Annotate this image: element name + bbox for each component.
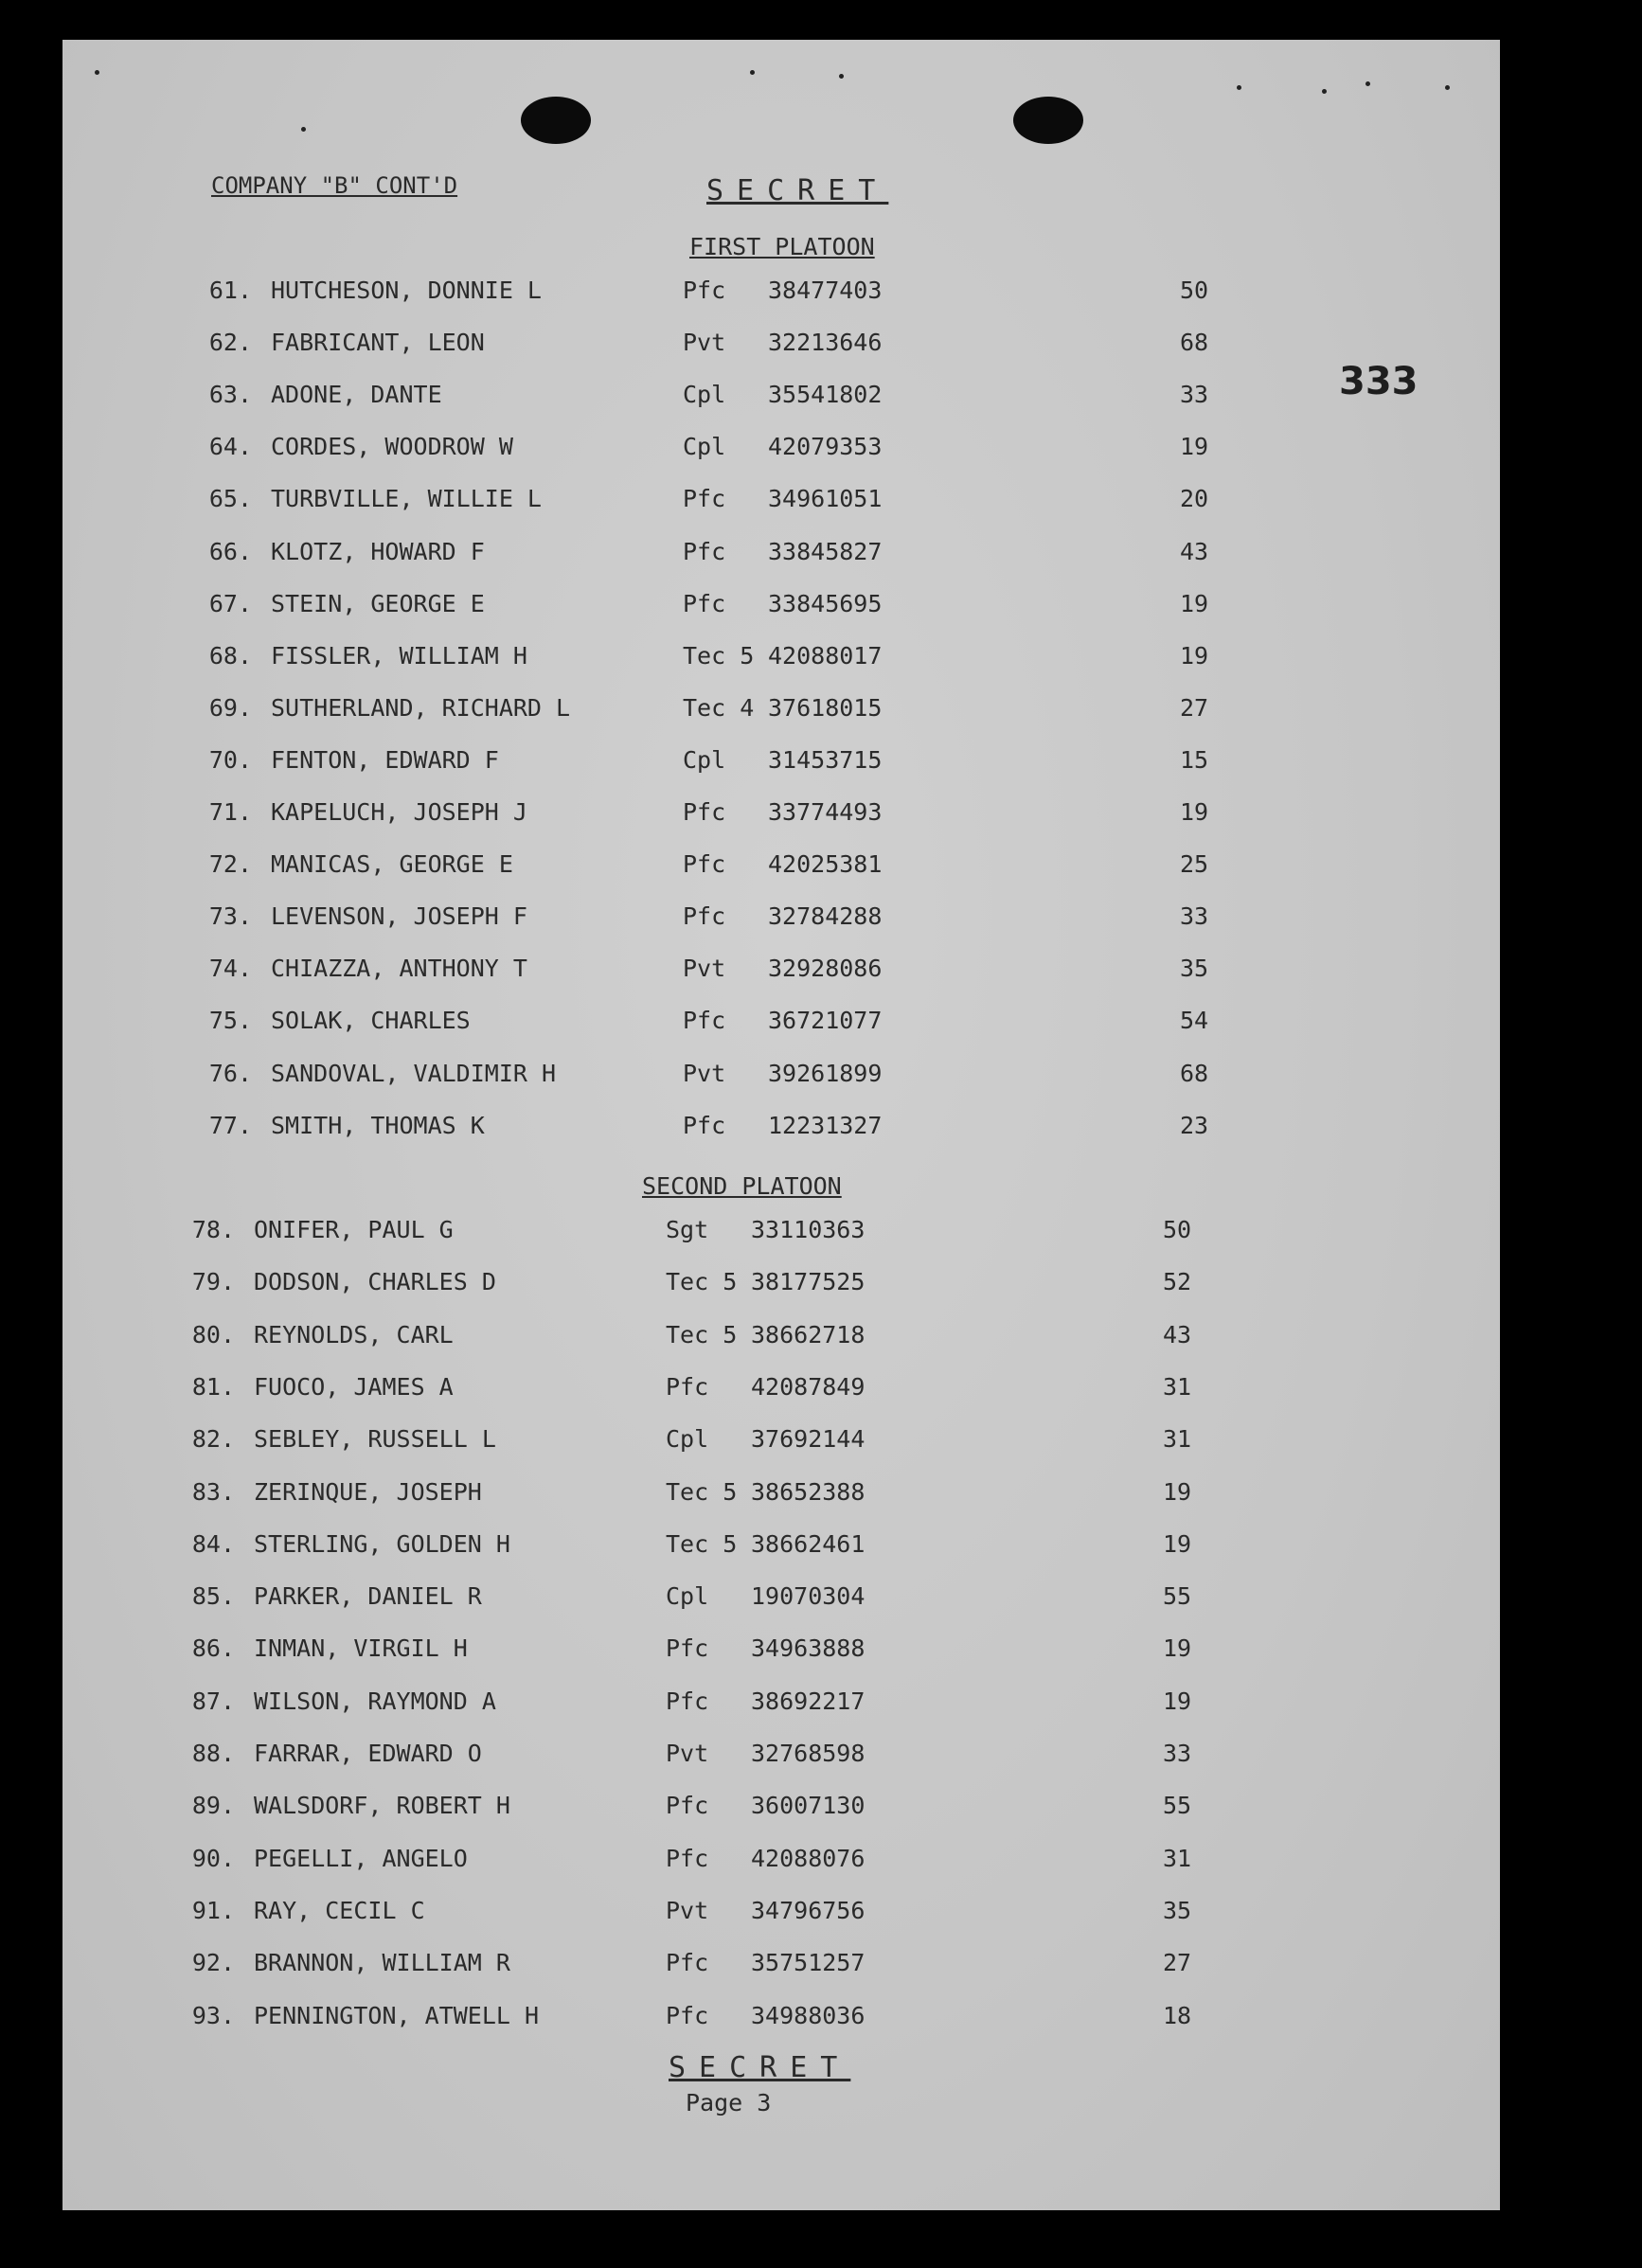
soldier-name: STEIN, GEORGE E — [271, 590, 485, 617]
score-value: 19 — [1163, 1530, 1192, 1558]
soldier-rank: Sgt — [666, 1216, 709, 1243]
serial-number: 34961051 — [768, 485, 883, 512]
soldier-name: FABRICANT, LEON — [271, 329, 485, 356]
serial-number: 38692217 — [751, 1688, 866, 1715]
score-value: 19 — [1180, 433, 1209, 460]
soldier-rank: Tec 4 — [683, 694, 755, 722]
paper-speck — [1237, 85, 1241, 90]
roster-number: 68. — [208, 642, 252, 670]
soldier-name: MANICAS, GEORGE E — [271, 850, 513, 878]
soldier-rank: Tec 5 — [666, 1478, 738, 1506]
paper-speck — [1445, 85, 1450, 90]
soldier-name: ONIFER, PAUL G — [254, 1216, 454, 1243]
roster-number: 62. — [208, 329, 252, 356]
soldier-name: INMAN, VIRGIL H — [254, 1634, 468, 1662]
roster-number: 80. — [191, 1321, 235, 1348]
score-value: 55 — [1163, 1582, 1192, 1610]
punch-hole-left — [521, 97, 591, 144]
soldier-rank: Cpl — [683, 746, 726, 774]
roster-number: 76. — [208, 1060, 252, 1087]
roster-number: 66. — [208, 538, 252, 565]
serial-number: 36007130 — [751, 1792, 866, 1819]
serial-number: 32784288 — [768, 902, 883, 930]
serial-number: 37618015 — [768, 694, 883, 722]
roster-number: 84. — [191, 1530, 235, 1558]
soldier-name: SEBLEY, RUSSELL L — [254, 1425, 496, 1453]
section-title-first-platoon: FIRST PLATOON — [689, 233, 875, 260]
score-value: 27 — [1163, 1949, 1192, 1976]
score-value: 19 — [1163, 1478, 1192, 1506]
soldier-rank: Pfc — [683, 1112, 726, 1139]
soldier-name: CHIAZZA, ANTHONY T — [271, 955, 527, 982]
soldier-rank: Pvt — [683, 1060, 726, 1087]
score-value: 27 — [1180, 694, 1209, 722]
serial-number: 38662718 — [751, 1321, 866, 1348]
roster-number: 82. — [191, 1425, 235, 1453]
serial-number: 34963888 — [751, 1634, 866, 1662]
soldier-name: REYNOLDS, CARL — [254, 1321, 454, 1348]
score-value: 35 — [1163, 1897, 1192, 1924]
serial-number: 32768598 — [751, 1740, 866, 1767]
soldier-name: CORDES, WOODROW W — [271, 433, 513, 460]
soldier-rank: Pfc — [666, 1373, 709, 1401]
score-value: 50 — [1180, 277, 1209, 304]
roster-number: 67. — [208, 590, 252, 617]
document-page — [62, 40, 1500, 2210]
roster-number: 90. — [191, 1845, 235, 1872]
score-value: 31 — [1163, 1425, 1192, 1453]
serial-number: 39261899 — [768, 1060, 883, 1087]
punch-hole-right — [1013, 97, 1083, 144]
roster-number: 74. — [208, 955, 252, 982]
section-title-second-platoon: SECOND PLATOON — [642, 1172, 842, 1200]
paper-speck — [1365, 81, 1370, 86]
roster-number: 70. — [208, 746, 252, 774]
serial-number: 36721077 — [768, 1007, 883, 1034]
soldier-rank: Pfc — [683, 1007, 726, 1034]
soldier-name: KAPELUCH, JOSEPH J — [271, 798, 527, 826]
classification-top: SECRET — [706, 174, 889, 207]
score-value: 33 — [1180, 381, 1209, 408]
roster-number: 61. — [208, 277, 252, 304]
soldier-rank: Pfc — [666, 2002, 709, 2029]
soldier-name: PEGELLI, ANGELO — [254, 1845, 468, 1872]
soldier-rank: Tec 5 — [666, 1530, 738, 1558]
score-value: 19 — [1180, 798, 1209, 826]
roster-number: 86. — [191, 1634, 235, 1662]
serial-number: 32213646 — [768, 329, 883, 356]
paper-speck — [1322, 89, 1327, 94]
roster-number: 85. — [191, 1582, 235, 1610]
classification-bottom: SECRET — [669, 2051, 851, 2084]
score-value: 15 — [1180, 746, 1209, 774]
roster-number: 64. — [208, 433, 252, 460]
score-value: 31 — [1163, 1373, 1192, 1401]
soldier-name: ADONE, DANTE — [271, 381, 442, 408]
soldier-name: FARRAR, EDWARD O — [254, 1740, 482, 1767]
score-value: 31 — [1163, 1845, 1192, 1872]
paper-speck — [839, 74, 844, 79]
serial-number: 38662461 — [751, 1530, 866, 1558]
score-value: 20 — [1180, 485, 1209, 512]
serial-number: 31453715 — [768, 746, 883, 774]
serial-number: 12231327 — [768, 1112, 883, 1139]
serial-number: 38477403 — [768, 277, 883, 304]
score-value: 23 — [1180, 1112, 1209, 1139]
paper-speck — [750, 70, 755, 75]
roster-number: 89. — [191, 1792, 235, 1819]
soldier-name: FUOCO, JAMES A — [254, 1373, 454, 1401]
soldier-rank: Cpl — [666, 1582, 709, 1610]
soldier-rank: Pvt — [683, 329, 726, 356]
soldier-rank: Pfc — [683, 485, 726, 512]
serial-number: 42087849 — [751, 1373, 866, 1401]
soldier-name: FENTON, EDWARD F — [271, 746, 499, 774]
roster-number: 65. — [208, 485, 252, 512]
serial-number: 42079353 — [768, 433, 883, 460]
score-value: 54 — [1180, 1007, 1209, 1034]
score-value: 43 — [1180, 538, 1209, 565]
serial-number: 42088017 — [768, 642, 883, 670]
soldier-rank: Pvt — [666, 1740, 709, 1767]
score-value: 35 — [1180, 955, 1209, 982]
roster-number: 71. — [208, 798, 252, 826]
soldier-name: SOLAK, CHARLES — [271, 1007, 471, 1034]
score-value: 18 — [1163, 2002, 1192, 2029]
soldier-rank: Pfc — [666, 1688, 709, 1715]
score-value: 55 — [1163, 1792, 1192, 1819]
soldier-rank: Pfc — [683, 798, 726, 826]
score-value: 43 — [1163, 1321, 1192, 1348]
soldier-rank: Cpl — [683, 381, 726, 408]
soldier-rank: Pfc — [683, 538, 726, 565]
score-value: 33 — [1163, 1740, 1192, 1767]
soldier-name: KLOTZ, HOWARD F — [271, 538, 485, 565]
serial-number: 38177525 — [751, 1268, 866, 1295]
serial-number: 33845827 — [768, 538, 883, 565]
score-value: 19 — [1163, 1634, 1192, 1662]
roster-number: 87. — [191, 1688, 235, 1715]
serial-number: 32928086 — [768, 955, 883, 982]
roster-number: 73. — [208, 902, 252, 930]
soldier-rank: Pvt — [666, 1897, 709, 1924]
soldier-name: WILSON, RAYMOND A — [254, 1688, 496, 1715]
soldier-rank: Pfc — [666, 1949, 709, 1976]
soldier-rank: Pvt — [683, 955, 726, 982]
paper-speck — [95, 70, 99, 75]
serial-number: 35541802 — [768, 381, 883, 408]
score-value: 19 — [1163, 1688, 1192, 1715]
soldier-rank: Cpl — [666, 1425, 709, 1453]
serial-number: 42025381 — [768, 850, 883, 878]
roster-number: 79. — [191, 1268, 235, 1295]
serial-number: 19070304 — [751, 1582, 866, 1610]
serial-number: 38652388 — [751, 1478, 866, 1506]
score-value: 52 — [1163, 1268, 1192, 1295]
serial-number: 33774493 — [768, 798, 883, 826]
roster-number: 88. — [191, 1740, 235, 1767]
score-value: 19 — [1180, 590, 1209, 617]
serial-number: 34796756 — [751, 1897, 866, 1924]
score-value: 68 — [1180, 1060, 1209, 1087]
soldier-name: ZERINQUE, JOSEPH — [254, 1478, 482, 1506]
roster-number: 83. — [191, 1478, 235, 1506]
soldier-name: SANDOVAL, VALDIMIR H — [271, 1060, 557, 1087]
page-number: Page 3 — [686, 2089, 772, 2116]
soldier-rank: Pfc — [683, 590, 726, 617]
soldier-rank: Tec 5 — [666, 1321, 738, 1348]
roster-number: 77. — [208, 1112, 252, 1139]
soldier-rank: Pfc — [683, 902, 726, 930]
serial-number: 42088076 — [751, 1845, 866, 1872]
roster-number: 92. — [191, 1949, 235, 1976]
soldier-name: WALSDORF, ROBERT H — [254, 1792, 510, 1819]
company-heading: COMPANY "B" CONT'D — [211, 172, 458, 199]
soldier-rank: Tec 5 — [683, 642, 755, 670]
roster-number: 81. — [191, 1373, 235, 1401]
soldier-name: PENNINGTON, ATWELL H — [254, 2002, 540, 2029]
serial-number: 34988036 — [751, 2002, 866, 2029]
soldier-name: DODSON, CHARLES D — [254, 1268, 496, 1295]
roster-number: 78. — [191, 1216, 235, 1243]
soldier-name: SMITH, THOMAS K — [271, 1112, 485, 1139]
serial-number: 35751257 — [751, 1949, 866, 1976]
soldier-name: SUTHERLAND, RICHARD L — [271, 694, 571, 722]
page-stamp-number: 333 — [1339, 360, 1419, 403]
roster-number: 72. — [208, 850, 252, 878]
soldier-name: HUTCHESON, DONNIE L — [271, 277, 542, 304]
soldier-name: FISSLER, WILLIAM H — [271, 642, 527, 670]
serial-number: 33110363 — [751, 1216, 866, 1243]
soldier-name: BRANNON, WILLIAM R — [254, 1949, 510, 1976]
soldier-name: RAY, CECIL C — [254, 1897, 425, 1924]
serial-number: 33845695 — [768, 590, 883, 617]
soldier-rank: Pfc — [683, 850, 726, 878]
soldier-rank: Pfc — [666, 1845, 709, 1872]
score-value: 33 — [1180, 902, 1209, 930]
score-value: 25 — [1180, 850, 1209, 878]
roster-number: 93. — [191, 2002, 235, 2029]
soldier-name: PARKER, DANIEL R — [254, 1582, 482, 1610]
roster-number: 91. — [191, 1897, 235, 1924]
soldier-rank: Pfc — [666, 1634, 709, 1662]
paper-speck — [301, 127, 306, 132]
score-value: 19 — [1180, 642, 1209, 670]
soldier-name: STERLING, GOLDEN H — [254, 1530, 510, 1558]
serial-number: 37692144 — [751, 1425, 866, 1453]
score-value: 50 — [1163, 1216, 1192, 1243]
soldier-rank: Cpl — [683, 433, 726, 460]
soldier-rank: Tec 5 — [666, 1268, 738, 1295]
soldier-rank: Pfc — [666, 1792, 709, 1819]
soldier-rank: Pfc — [683, 277, 726, 304]
roster-number: 63. — [208, 381, 252, 408]
soldier-name: TURBVILLE, WILLIE L — [271, 485, 542, 512]
soldier-name: LEVENSON, JOSEPH F — [271, 902, 527, 930]
roster-number: 69. — [208, 694, 252, 722]
roster-number: 75. — [208, 1007, 252, 1034]
score-value: 68 — [1180, 329, 1209, 356]
